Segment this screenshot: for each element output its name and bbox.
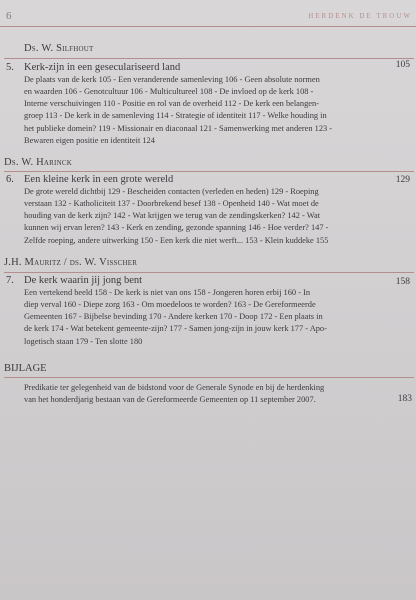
contents-line: van het honderdjarig bestaan van de Gereformeerde Gemeenten op 11 september 2007. bbox=[24, 395, 316, 405]
page-header bbox=[0, 0, 416, 27]
contents-line: diep verval 160 - Diepe zorg 163 - Om moedeloos te worden? 163 - De Gereformeerde bbox=[24, 300, 316, 310]
section-number: 6. bbox=[6, 174, 14, 185]
section-contents bbox=[24, 287, 327, 348]
section-rule bbox=[4, 171, 414, 172]
page-number: 6 bbox=[6, 10, 12, 22]
contents-line: het publieke domein? 119 - Missionair en diaconaal 121 - Samenwerking met anderen 123 - bbox=[24, 123, 333, 133]
appendix-page: 183 bbox=[397, 394, 412, 404]
contents-line: Bewaren eigen positie en identiteit 124 bbox=[24, 135, 155, 145]
contents-line: Een vertekend beeld 158 - De kerk is niet van ons 158 - Jongeren horen erbij 160 - In bbox=[24, 288, 311, 297]
section-page: 105 bbox=[395, 60, 410, 70]
section-author: Ds. W. Silfhout bbox=[24, 43, 94, 54]
section-number: 7. bbox=[6, 275, 14, 286]
section-page: 129 bbox=[395, 175, 410, 185]
contents-line: De grote wereld dichtbij 129 - Bescheiden contacten (verleden en heden) 129 - Roeping bbox=[24, 187, 319, 196]
section-author: Ds. W. Harinck bbox=[4, 157, 72, 168]
contents-line: de kerk 174 - Wat betekent gemeente-zijn? 177 - Samen jong-zijn in jouw kerk 177 - Apo- bbox=[24, 324, 327, 334]
contents-line: kunnen wij ervan leren? 143 - Kerk en zending, gezonde spanning 146 - Hoe verder? 147 - bbox=[24, 223, 329, 233]
contents-line: Predikatie ter gelegenheid van de bidstond voor de Generale Synode en bij de herdenking bbox=[24, 383, 325, 392]
section-rule bbox=[4, 272, 414, 273]
contents-line: Gemeenten 167 - Bijbelse bevinding 170 - Andere kerken 170 - Doop 172 - Een plaats in bbox=[24, 312, 323, 322]
section-rule bbox=[4, 58, 414, 59]
contents-line: groep 113 - De kerk in de samenleving 114 - Strategie of identiteit 117 - Welke houding in bbox=[24, 111, 327, 121]
section-page: 158 bbox=[395, 277, 410, 287]
contents-line: houding van de kerk zijn? 142 - Wat krijgen we terug van de zendingskerken? 142 - Wat bbox=[24, 211, 321, 221]
appendix-heading: BIJLAGE bbox=[4, 363, 47, 374]
section-author: J.H. Mauritz / ds. W. Visscher bbox=[4, 257, 138, 268]
section-contents bbox=[24, 186, 328, 247]
section-title: Een kleine kerk in een grote wereld bbox=[24, 174, 174, 185]
contents-line: en waarden 106 - Genotcultuur 106 - Multicultureel 108 - De invloed op de kerk 108 - bbox=[24, 87, 314, 97]
section-contents bbox=[24, 74, 332, 147]
contents-line: Interne verschuivingen 110 - Positie en rol van de overheid 112 - De kerk een belangen- bbox=[24, 99, 319, 109]
contents-line: De plaats van de kerk 105 - Een veranderende samenleving 106 - Geen absolute normen bbox=[24, 75, 320, 84]
appendix-contents bbox=[24, 382, 404, 406]
contents-line: Zelfde roeping, andere uitwerking 150 - Een kerk die niet werft... 153 - Klein kuddeke 155 bbox=[24, 235, 329, 245]
section-title: Kerk-zijn in een geseculariseerd land bbox=[24, 62, 181, 73]
running-title: HERDENK DE TROUW bbox=[308, 12, 412, 20]
appendix-rule bbox=[4, 377, 414, 378]
contents-line: verstaan 132 - Katholiciteit 137 - Doorbrekend besef 138 - Openheid 140 - Wat moet de bbox=[24, 199, 319, 209]
contents-line: logetisch staan 179 - Ten slotte 180 bbox=[24, 336, 143, 346]
section-number: 5. bbox=[6, 62, 14, 73]
section-title: De kerk waarin jij jong bent bbox=[24, 275, 143, 286]
